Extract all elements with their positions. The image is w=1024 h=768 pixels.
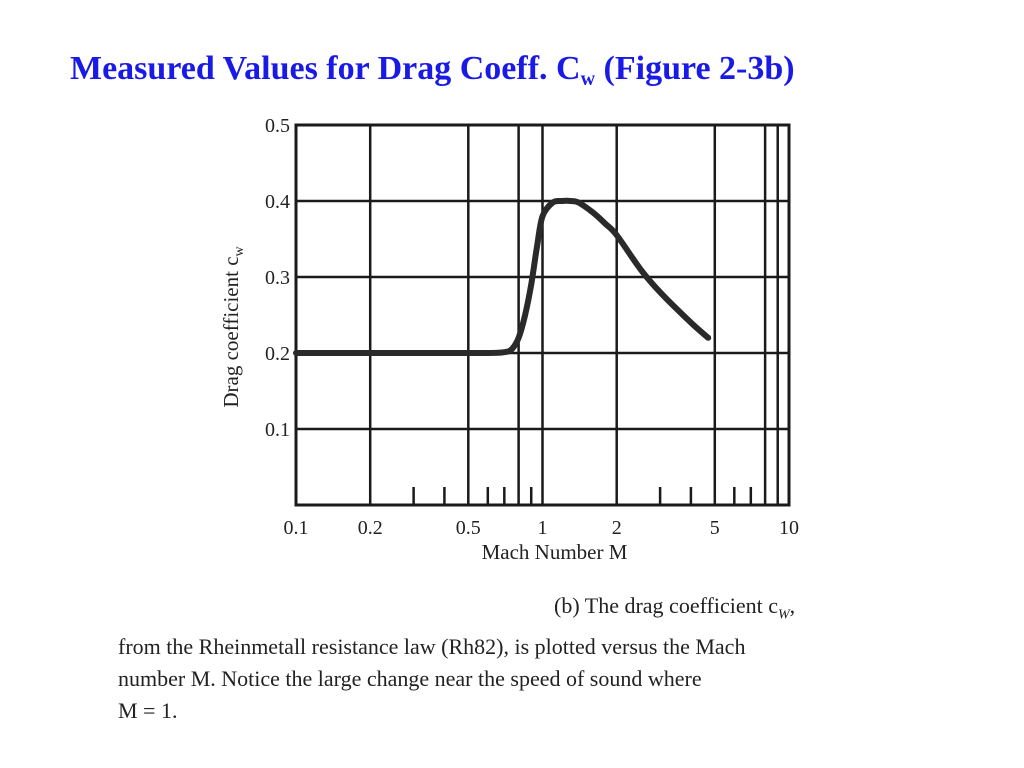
grid-layer — [296, 125, 789, 505]
x-tick-labels — [284, 517, 800, 539]
title-subscript: w — [580, 68, 596, 90]
x-tick-label: 0.5 — [455, 517, 481, 539]
y-tick-labels — [265, 115, 290, 441]
x-tick-label: 0.2 — [357, 517, 383, 539]
x-tick-label: 5 — [709, 517, 720, 539]
y-axis-label-main: Drag coefficient c — [219, 256, 243, 408]
y-axis-label — [219, 245, 247, 407]
y-axis-label-subscript: w — [232, 246, 247, 257]
caption-line-1-text: (b) The drag coefficient c — [554, 593, 778, 618]
x-axis-label: Mach Number M — [481, 540, 628, 564]
minor-tick-marks — [414, 487, 751, 505]
title-main-text: Measured Values for Drag Coeff. C — [70, 50, 581, 87]
caption-line-1-subscript: W — [777, 607, 790, 623]
caption-line-3: number M. Notice the large change near the speed of sound where — [118, 666, 702, 692]
y-tick-label: 0.5 — [265, 115, 290, 137]
y-tick-label: 0.2 — [265, 343, 290, 365]
y-tick-label: 0.3 — [265, 267, 290, 289]
caption-line-1 — [118, 590, 918, 631]
caption-line-2: from the Rheinmetall resistance law (Rh82), is plotted versus the Mach — [118, 634, 746, 660]
title-end-text: (Figure 2-3b) — [595, 50, 795, 87]
caption-line-1-end: , — [789, 593, 796, 618]
x-tick-label: 1 — [537, 517, 548, 539]
x-tick-label: 0.1 — [283, 517, 309, 539]
y-tick-label: 0.4 — [265, 191, 290, 213]
caption-line-4: M = 1. — [118, 698, 178, 724]
figure-caption — [118, 590, 918, 727]
x-tick-label: 2 — [611, 517, 622, 539]
y-tick-label: 0.1 — [265, 419, 290, 441]
x-tick-label: 10 — [779, 517, 799, 539]
